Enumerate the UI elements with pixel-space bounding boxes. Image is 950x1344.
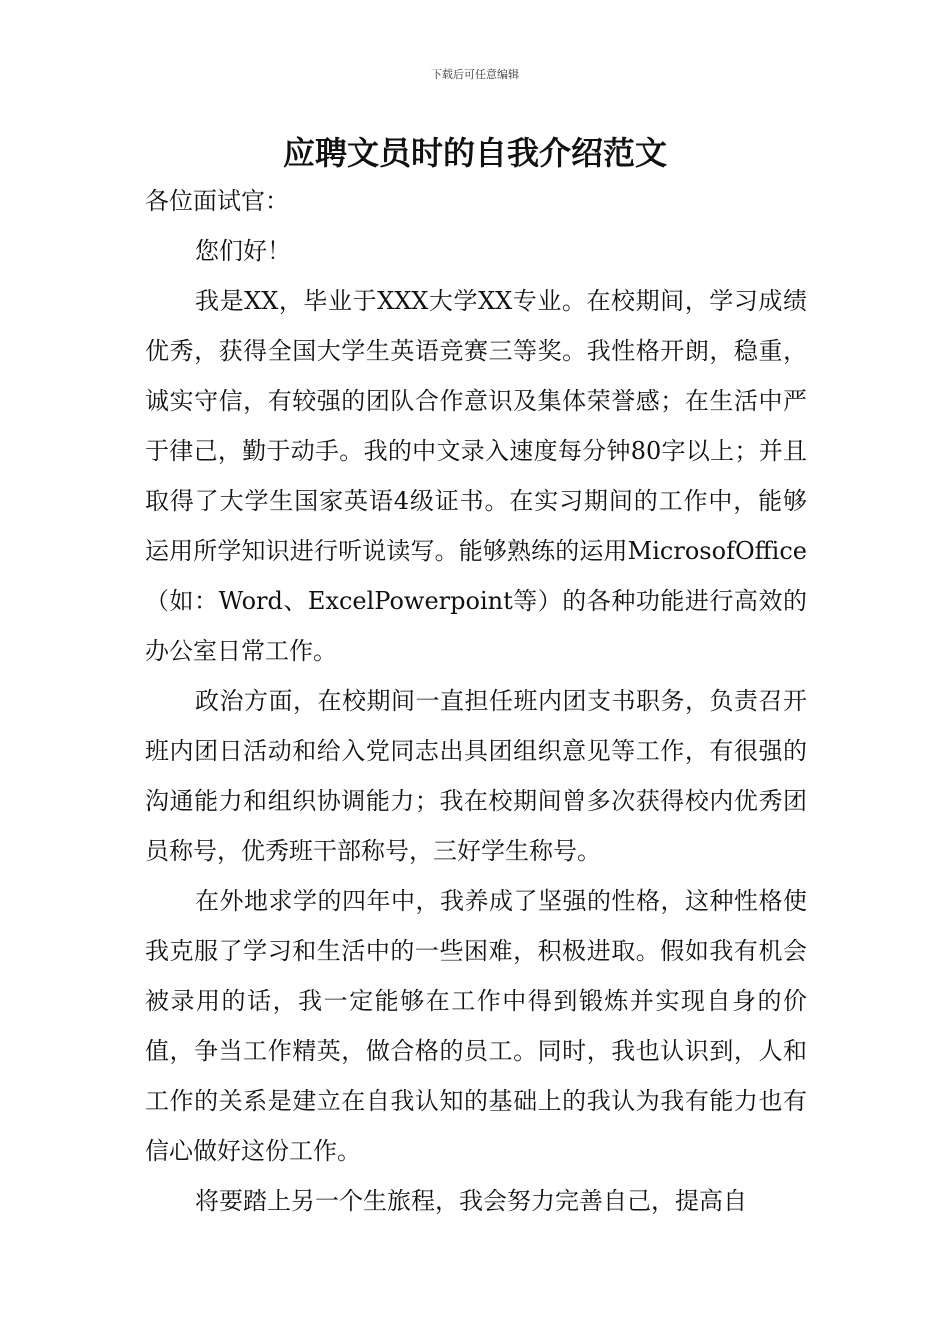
header-note: 下载后可任意编辑: [431, 68, 519, 81]
document-body: [145, 176, 807, 1226]
paragraph-greeting: 您们好！: [195, 237, 291, 265]
paragraph-character: 在外地求学的四年中，我养成了坚强的性格，这种性格使我克服了学习和生活中的一些困难，积极进取。假如我有机会被录用的话，我一定能够在工作中得到锻炼并实现自身的价值，争当工作精英，做合格的员工。同时，我也认识到，人和工作的关系是建立在自我认知的基础上的我认为我有能力也有信心做好这份工作。: [145, 887, 807, 1165]
salutation: 各位面试官：: [145, 187, 289, 215]
paragraph-self-intro: 我是XX，毕业于XXX大学XX专业。在校期间，学习成绩优秀，获得全国大学生英语竞赛三等奖。我性格开朗，稳重，诚实守信，有较强的团队合作意识及集体荣誉感；在生活中严于律己，勤于动手。我的中文录入速度每分钟80字以上；并且取得了大学生国家英语4级证书。在实习期间的工作中，能够运用所学知识进行听说读写。能够熟练的运用MicrosofOffice（如：Word、ExcelPowerpoint等）的各种功能进行高效的办公室日常工作。: [145, 287, 807, 665]
paragraph-closing: 将要踏上另一个生旅程，我会努力完善自己，提高自: [195, 1187, 747, 1215]
paragraph-political: 政治方面，在校期间一直担任班内团支书职务，负责召开班内团日活动和给入党同志出具团组织意见等工作，有很强的沟通能力和组织协调能力；我在校期间曾多次获得校内优秀团员称号，优秀班干部称号，三好学生称号。: [145, 687, 807, 865]
document-title: 应聘文员时的自我介绍范文: [282, 134, 667, 172]
